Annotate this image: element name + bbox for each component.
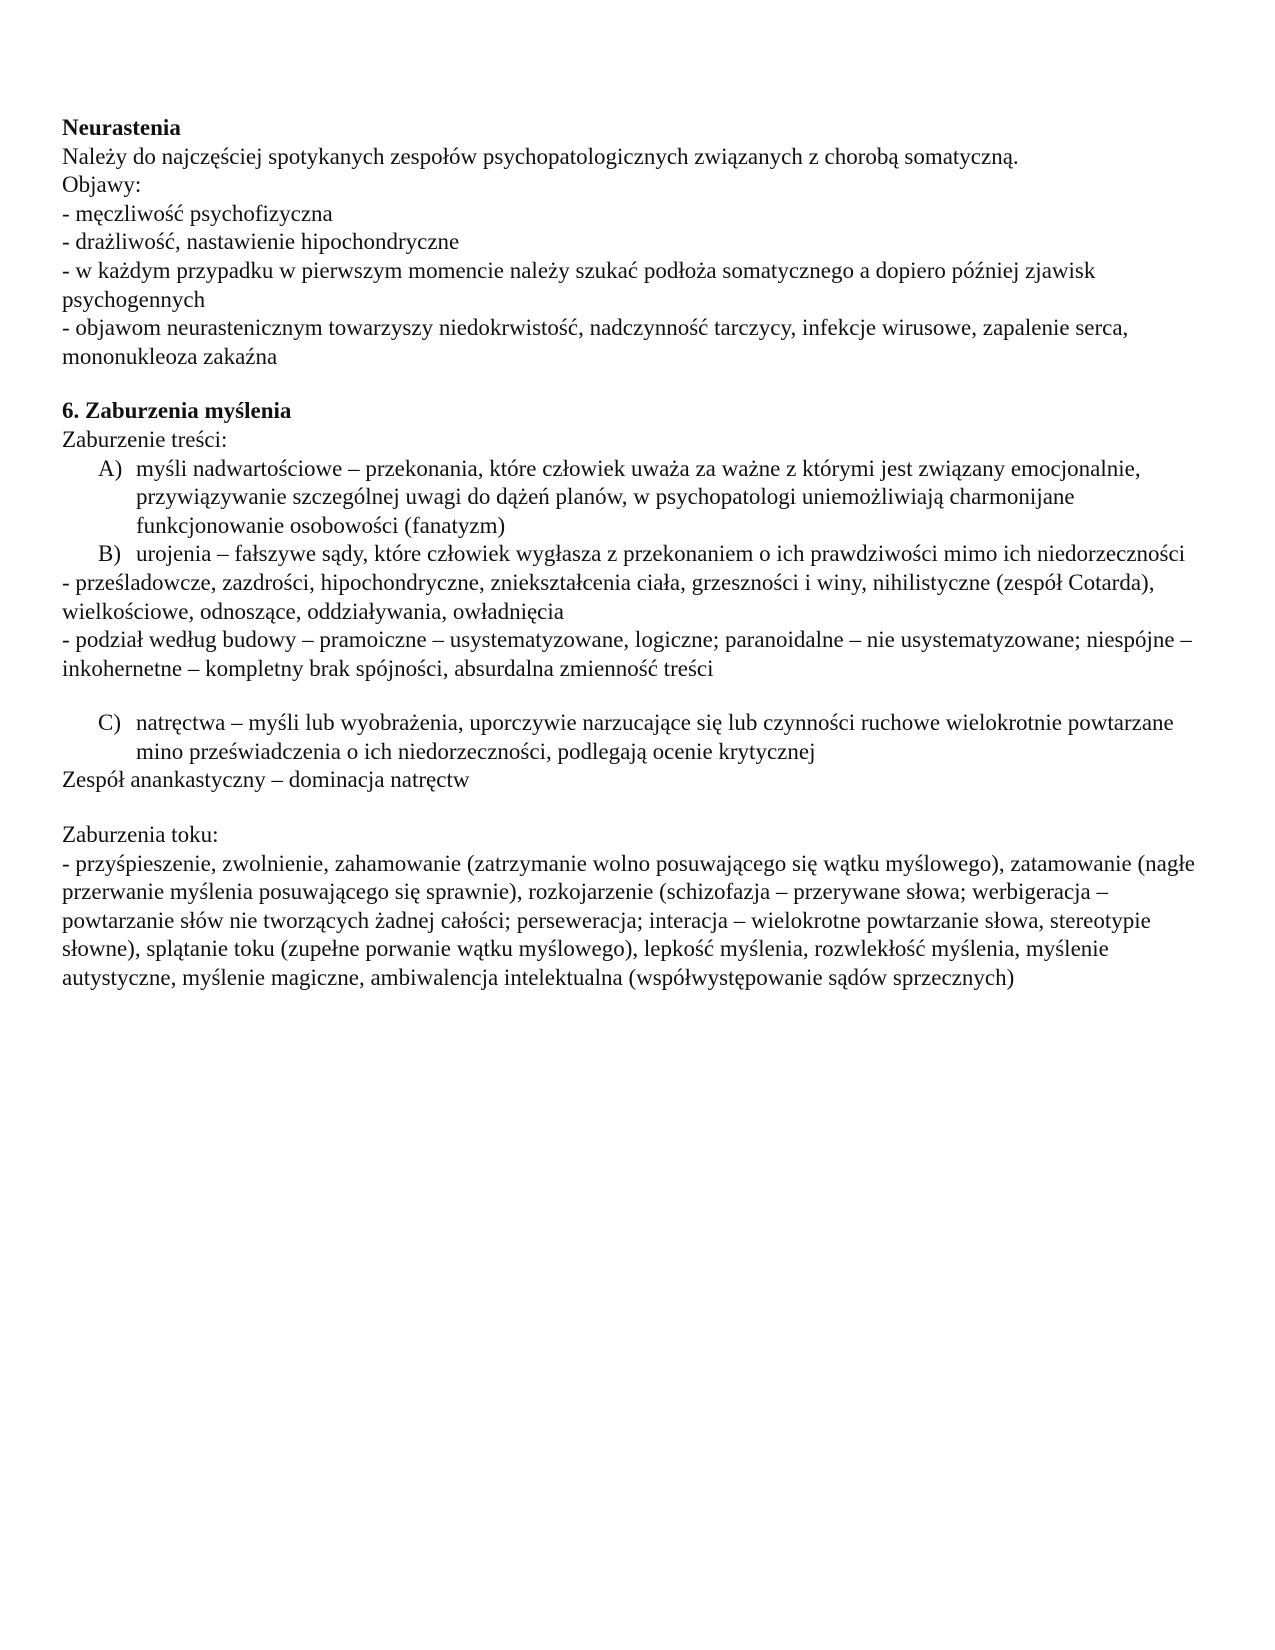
symptom-item: - męczliwość psychofizyczna xyxy=(62,200,333,226)
symptom-item: - objawom neurastenicznym towarzyszy niedokrwistość, nadczynność tarczycy, infekcje wirusowe, zapalenie serca, mononukleoza zakaźna xyxy=(62,315,1129,369)
symptom-item: - drażliwość, nastawienie hipochondryczne xyxy=(62,229,460,255)
list-marker: A) xyxy=(98,455,123,481)
anankastic-syndrome-line: Zespół anankastyczny – dominacja natręctw xyxy=(62,767,470,793)
flow-disorders-label: Zaburzenia toku: xyxy=(62,822,219,848)
list-item-a xyxy=(62,455,1212,541)
intro-paragraph: Należy do najczęściej spotykanych zespołów psychopatologicznych związanych z chorobą somatyczną. xyxy=(62,143,1019,169)
symptoms-label: Objawy: xyxy=(62,172,142,198)
delusion-types-paragraph: - prześladowcze, zazdrości, hipochondryczne, zniekształcenia ciała, grzeszności i winy, nihilistyczne (zespół Cotarda), wielkościowe, odnoszące, oddziaływania, owładnięcia xyxy=(62,569,1155,624)
delusion-structure-paragraph: - podział według budowy – pramoiczne – usystematyzowane, logiczne; paranoidalne – nie usystematyzowane; niespójne – inkohernetne – kompletny brak spójności, absurdalna zmienność treści xyxy=(62,627,1192,681)
list-item-text: urojenia – fałszywe sądy, które człowiek wygłasza z przekonaniem o ich prawdziwości mimo ich niedorzeczności xyxy=(136,541,1186,567)
list-marker: B) xyxy=(98,541,121,567)
section-heading-thinking-disorders: 6. Zaburzenia myślenia xyxy=(62,398,292,424)
spacer xyxy=(62,371,1212,397)
list-item-text: natręctwa – myśli lub wyobrażenia, uporczywie narzucające się lub czynności ruchowe wielokrotnie powtarzane mino przeświadczenia o ich niedorzeczności, podlegają ocenie krytycznej xyxy=(136,710,1174,764)
content-disorders-label: Zaburzenie treści: xyxy=(62,426,228,452)
list-item-c xyxy=(62,709,1212,766)
list-item-b xyxy=(62,540,1212,569)
list-marker: C) xyxy=(98,710,121,736)
spacer xyxy=(62,795,1212,821)
document-page xyxy=(62,114,1212,993)
list-item-text: myśli nadwartościowe – przekonania, które człowiek uważa za ważne z którymi jest związany emocjonalnie, przywiązywanie szczególnej uwagi do dążeń planów, w psychopatologi uniemożliwiają charmonijane funkcjonowanie osobowości (fanatyzm) xyxy=(136,455,1141,538)
spacer xyxy=(62,683,1212,709)
symptom-item: - w każdym przypadku w pierwszym momencie należy szukać podłoża somatycznego a dopiero później zjawisk psychogennych xyxy=(62,257,1096,312)
section-heading-neurastenia: Neurastenia xyxy=(62,115,181,140)
flow-disorders-paragraph: - przyśpieszenie, zwolnienie, zahamowanie (zatrzymanie wolno posuwającego się wątku myślowego), zatamowanie (nagłe przerwanie myślenia posuwającego się sprawnie), rozkojarzenie (schizofazja – przerywane słowa; werbigeracja – powtarzanie słów nie tworzących żadnej całości; perseweracja; interacja – wielokrotne powtarzanie słowa, stereotypie słowne), splątanie toku (zupełne porwanie wątku myślowego), lepkość myślenia, rozwlekłość myślenia, myślenie autystyczne, myślenie magiczne, ambiwalencja intelektualna (współwystępowanie sądów sprzecznych) xyxy=(62,850,1195,991)
